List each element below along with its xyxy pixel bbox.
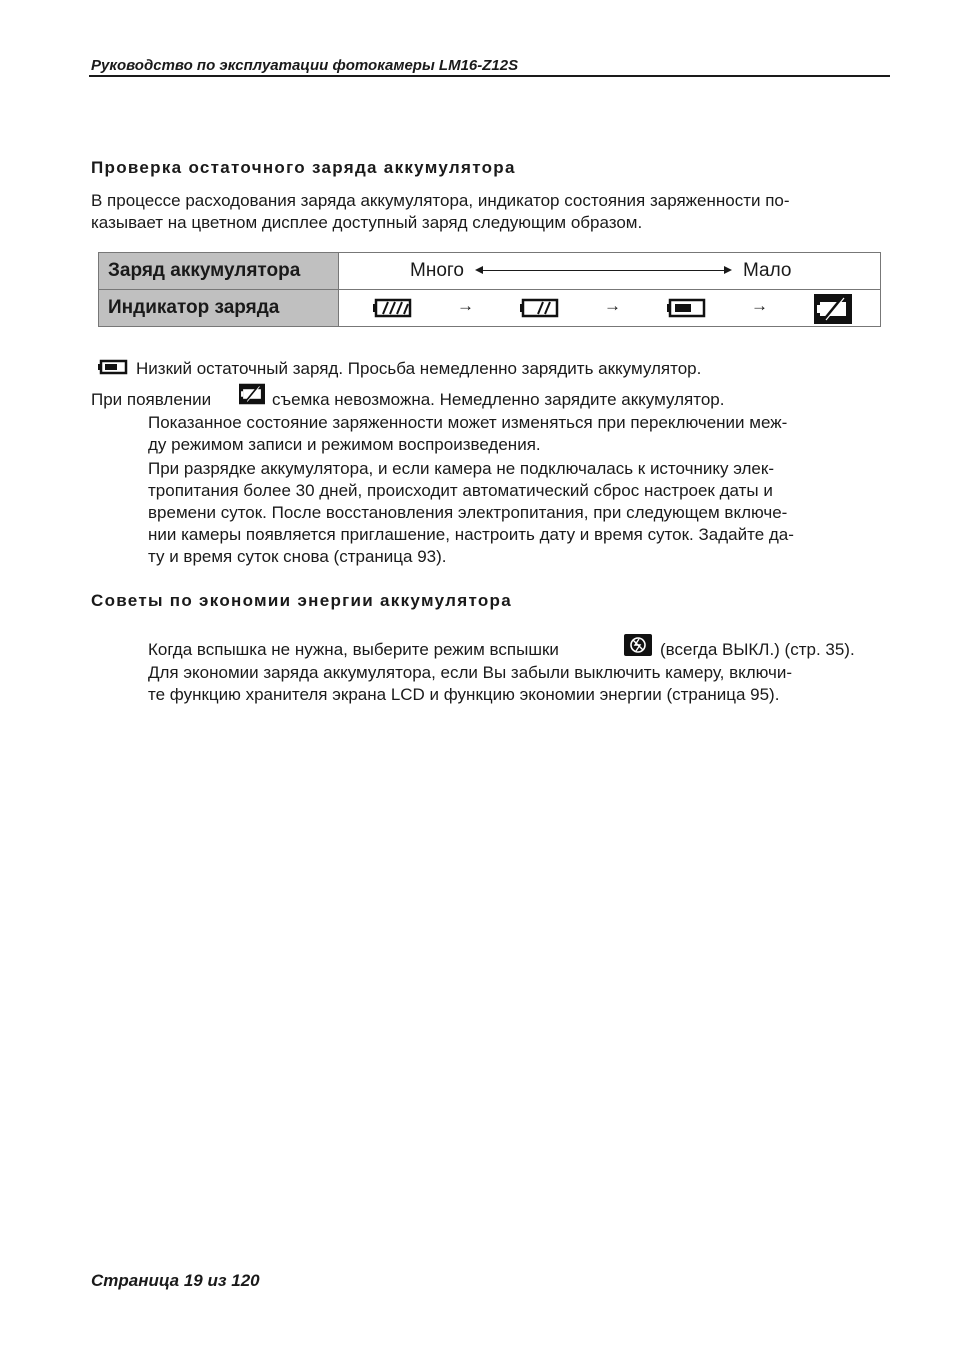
intro-line-1: В процессе расходования заряда аккумулятора, индикатор состояния заряженности по- [91, 191, 790, 210]
note-2-line-4: нии камеры появляется приглашение, настроить дату и время суток. Задайте да- [148, 525, 794, 544]
label-more: Много [410, 260, 464, 281]
note-2-line-5: ту и время суток снова (страница 93). [148, 547, 447, 566]
table-row [99, 290, 881, 327]
note-2-line-3: времени суток. После восстановления электропитания, при следующем включе- [148, 503, 788, 522]
battery-half-icon [520, 297, 560, 324]
arrow-1: → [457, 296, 474, 315]
table-header-charge: Заряд аккумулятора [99, 253, 339, 290]
page-number: Страница 19 из 120 [91, 1271, 260, 1290]
note-2-line-2: тропитания более 30 дней, происходит автоматический сброс настроек даты и [148, 481, 773, 500]
document-header: Руководство по эксплуатации фотокамеры LM16-Z12S [91, 57, 519, 74]
tip-2-line-2: те функцию хранителя экрана LCD и функцию экономии энергии (страница 95). [148, 685, 780, 704]
battery-low-icon [667, 297, 707, 324]
tip-1-prefix: Когда вспышка не нужна, выберите режим вспышки [148, 640, 559, 659]
arrow-3: → [751, 296, 768, 315]
flash-off-icon [624, 634, 652, 661]
battery-empty-icon [239, 383, 265, 410]
battery-table [98, 252, 881, 327]
label-less: Мало [743, 260, 792, 281]
battery-low-icon [98, 359, 128, 380]
header-divider [89, 75, 890, 77]
scale-line [479, 270, 727, 271]
table-row [99, 253, 881, 290]
section-title-battery-check: Проверка остаточного заряда аккумулятора [91, 158, 516, 177]
tip-2-line-1: Для экономии заряда аккумулятора, если Вы забыли выключить камеру, включи- [148, 663, 793, 682]
note-empty-prefix: При появлении [91, 390, 212, 409]
note-2-line-1: При разрядке аккумулятора, и если камера не подключалась к источнику элек- [148, 459, 774, 478]
charge-scale-cell [339, 253, 881, 290]
arrow-2: → [604, 296, 621, 315]
note-empty-suffix: съемка невозможна. Немедленно зарядите аккумулятор. [272, 390, 725, 409]
arrow-right-icon [724, 266, 732, 274]
indicator-cell [339, 290, 881, 327]
battery-full-icon [373, 297, 413, 324]
intro-line-2: казывает на цветном дисплее доступный заряд следующим образом. [91, 213, 643, 232]
battery-empty-icon [814, 294, 852, 329]
note-1-line-2: ду режимом записи и режимом воспроизведения. [148, 435, 541, 454]
note-low-charge: Низкий остаточный заряд. Просьба немедленно зарядить аккумулятор. [136, 359, 702, 378]
section-title-energy-tips: Советы по экономии энергии аккумулятора [91, 591, 512, 610]
note-1-line-1: Показанное состояние заряженности может изменяться при переключении меж- [148, 413, 788, 432]
table-header-indicator: Индикатор заряда [99, 290, 339, 327]
tip-1-suffix: (всегда ВЫКЛ.) (стр. 35). [660, 640, 855, 659]
